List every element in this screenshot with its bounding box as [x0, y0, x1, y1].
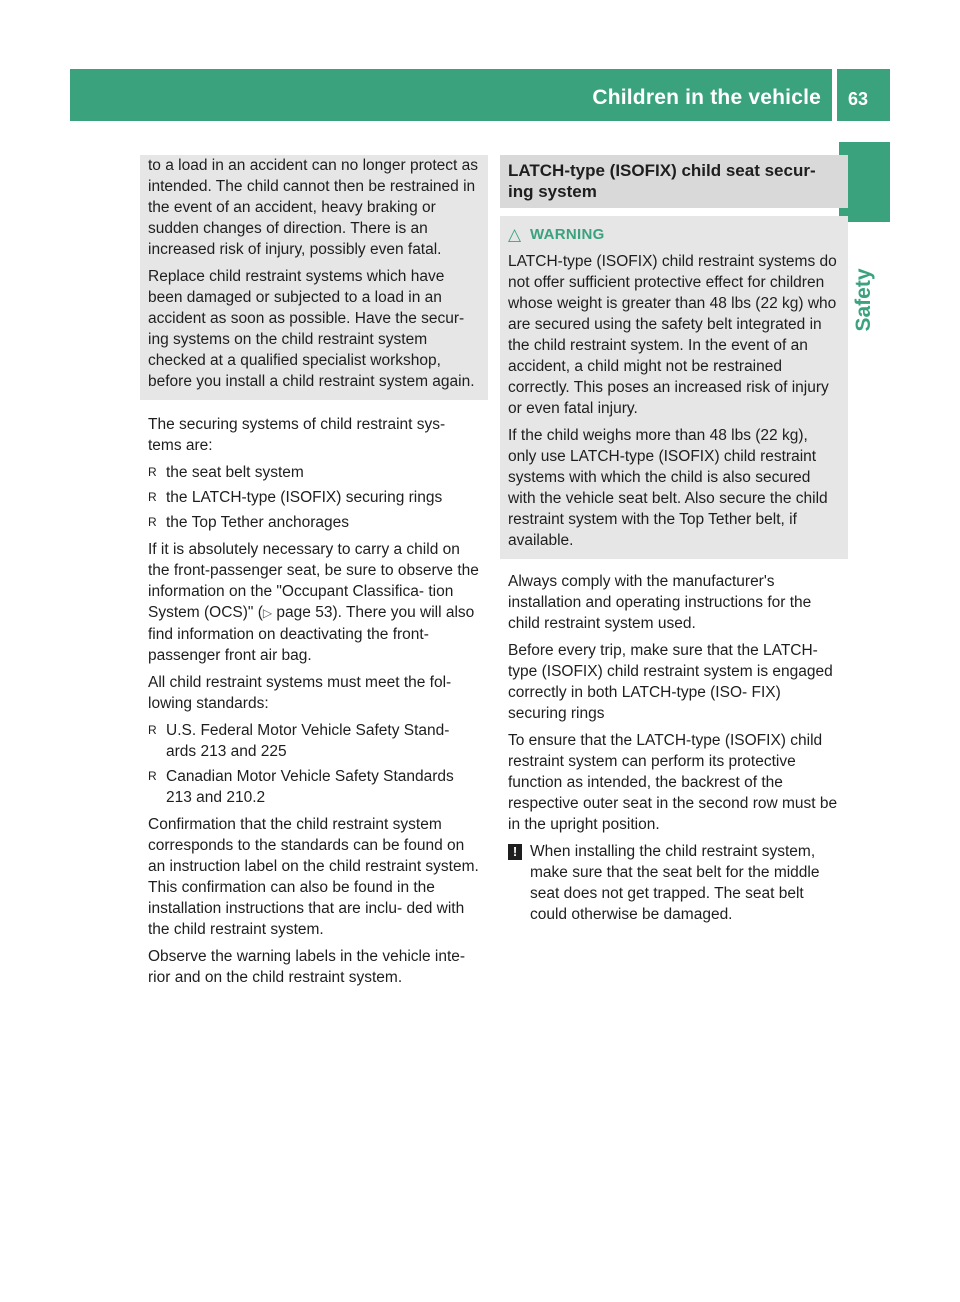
- right-column: [508, 155, 840, 931]
- warning-title: WARNING: [530, 226, 605, 243]
- left-column: [148, 155, 480, 994]
- list-item: R U.S. Federal Motor Vehicle Safety Stand- ards 213 and 225: [148, 722, 450, 760]
- standards-intro: All child restraint systems must meet the fol- lowing standards:: [148, 674, 452, 712]
- warning-continuation-box: [140, 155, 488, 400]
- body-paragraph: To ensure that the LATCH-type (ISOFIX) child restraint system can perform its protective function as intended, the backrest of the respective outer seat in the second row must be in the upright position.: [508, 732, 838, 833]
- exclamation-icon: !: [508, 844, 522, 860]
- warning-box: [500, 216, 848, 559]
- confirmation-paragraph: Confirmation that the child restraint system corresponds to the standards can be found on an instruction label on the child restraint system. This confirmation can also be found in the installation instructions that are inclu- ded with the child restraint system.: [148, 816, 479, 938]
- body-paragraph: Always comply with the manufacturer's installation and operating instructions for the child restraint system used.: [508, 573, 812, 632]
- warning-header: [508, 224, 840, 245]
- securing-intro: The securing systems of child restraint sys- tems are:: [148, 416, 446, 454]
- page-reference-link[interactable]: page 53: [276, 604, 333, 621]
- note-paragraph: ! When installing the child restraint system, make sure that the seat belt for the middle seat does not get trapped. The seat belt could otherwise be damaged.: [508, 841, 840, 925]
- body-paragraph: Before every trip, make sure that the LATCH- type (ISOFIX) child restraint system is engaged correctly in both LATCH-type (ISO- FIX) securing rings: [508, 642, 833, 722]
- warning-paragraph: If the child weighs more than 48 lbs (22 kg), only use LATCH-type (ISOFIX) child restraint systems with which the child is also secured with the vehicle seat belt. Also secure the child restraint system with the Top Tether belt, if available.: [508, 427, 828, 549]
- header-divider: [832, 69, 837, 121]
- warning-paragraph: LATCH-type (ISOFIX) child restraint systems do not offer sufficient protective effect for children whose weight is greater than 48 lbs (22 kg) who are secured using the safety belt integrated in the child restraint system. In the event of an accident, a child might not be restrained correctly. This poses an increased risk of injury or even fatal injury.: [508, 253, 837, 417]
- securing-list: [148, 462, 480, 533]
- box-paragraph: Replace child restraint systems which have been damaged or subjected to a load in an accident as soon as possible. Have the secur- ing systems on the child restraint system checked at a qualified specialist workshop, before you install a child restraint system again.: [148, 268, 475, 390]
- section-label: Safety: [852, 268, 875, 332]
- list-item: R the LATCH-type (ISOFIX) securing rings: [148, 489, 443, 506]
- page-title: Children in the vehicle: [592, 86, 821, 109]
- list-item: R the Top Tether anchorages: [148, 514, 349, 531]
- list-item: R the seat belt system: [148, 464, 304, 481]
- list-item: R Canadian Motor Vehicle Safety Standards 213 and 210.2: [148, 768, 454, 806]
- page-ref-arrow-icon: ▷: [262, 606, 273, 620]
- bullet-icon: R: [148, 465, 157, 479]
- box-paragraph: to a load in an accident can no longer protect as intended. The child cannot then be restrained in the event of an accident, heavy braking or sudden changes of direction. There is an increased risk of injury, possibly even fatal.: [148, 157, 479, 258]
- section-heading: LATCH-type (ISOFIX) child seat secur- ing system: [500, 155, 848, 208]
- page-number: 63: [847, 89, 868, 109]
- bullet-icon: R: [148, 769, 157, 783]
- front-passenger-paragraph: If it is absolutely necessary to carry a child on the front-passenger seat, be sure to observe the information on the "Occupant Classifica- tion System (OCS)" (▷ page 53). There you will also find information on deactivating the front-passenger front air bag.: [148, 541, 479, 664]
- bullet-icon: R: [148, 723, 157, 737]
- bullet-icon: R: [148, 515, 157, 529]
- warning-triangle-icon: △: [508, 225, 522, 244]
- observe-paragraph: Observe the warning labels in the vehicle inte- rior and on the child restraint system.: [148, 948, 466, 986]
- standards-list: [148, 720, 480, 808]
- header-bar: [70, 69, 890, 121]
- bullet-icon: R: [148, 490, 157, 504]
